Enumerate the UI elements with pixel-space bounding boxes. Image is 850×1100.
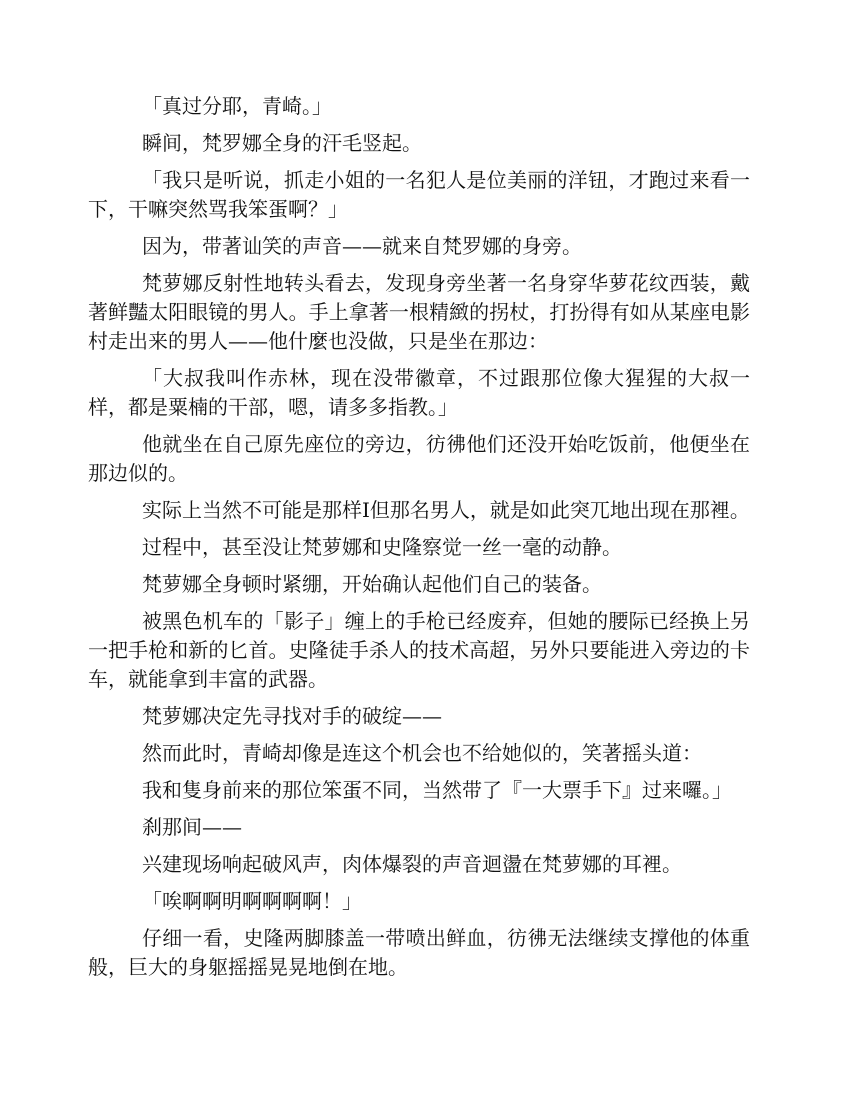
paragraph: 因为，带著讪笑的声音——就来自梵罗娜的身旁。	[142, 234, 582, 258]
paragraph: 兴建现场响起破风声，肉体爆裂的声音迴盪在梵萝娜的耳裡。	[142, 852, 682, 876]
paragraph: 过程中，甚至没让梵萝娜和史隆察觉一丝一毫的动静。	[142, 535, 622, 559]
paragraph: 被黑色机车的「影子」缠上的手枪已经废弃，但她的腰际已经换上另一把手枪和新的匕首。史隆徒手杀人的技术高超，另外只要能进入旁边的卡车，就能拿到丰富的武器。	[88, 609, 750, 691]
paragraph: 我和隻身前来的那位笨蛋不同，当然带了『一大票手下』过来囉。」	[142, 778, 732, 802]
paragraph: 刹那间——	[142, 815, 242, 839]
paragraph: 梵萝娜全身顿时紧绷，开始确认起他们自己的装备。	[142, 572, 602, 596]
paragraph: 「真过分耶，青崎。」	[142, 94, 332, 118]
paragraph: 仔细一看，史隆两脚膝盖一带喷出鲜血，彷彿无法继续支撑他的体重般，巨大的身躯摇摇晃晃地倒在地。	[88, 926, 750, 979]
paragraph: 「我只是听说，抓走小姐的一名犯人是位美丽的洋钮，才跑过来看一下，干嘛突然骂我笨蛋啊？」	[88, 168, 750, 221]
paragraph: 他就坐在自己原先座位的旁边，彷彿他们还没开始吃饭前，他便坐在那边似的。	[88, 432, 750, 485]
document-page	[88, 92, 750, 990]
paragraph: 实际上当然不可能是那样I但那名男人，就是如此突兀地出现在那裡。	[142, 498, 750, 522]
paragraph: 「唉啊啊明啊啊啊啊！」	[142, 889, 362, 913]
paragraph: 梵萝娜反射性地转头看去，发现身旁坐著一名身穿华萝花纹西装，戴著鲜豔太阳眼镜的男人。手上拿著一根精緻的拐杖，打扮得有如从某座电影村走出来的男人——他什麼也没做，只是坐在那边：	[88, 271, 750, 353]
paragraph: 梵萝娜决定先寻找对手的破绽——	[142, 704, 442, 728]
paragraph: 「大叔我叫作赤林，现在没带徽章，不过跟那位像大猩猩的大叔一样，都是粟楠的干部，嗯，请多多指教。」	[88, 366, 750, 419]
paragraph: 瞬间，梵罗娜全身的汗毛竖起。	[142, 131, 422, 155]
paragraph: 然而此时，青崎却像是连这个机会也不给她似的，笑著摇头道：	[142, 741, 702, 765]
